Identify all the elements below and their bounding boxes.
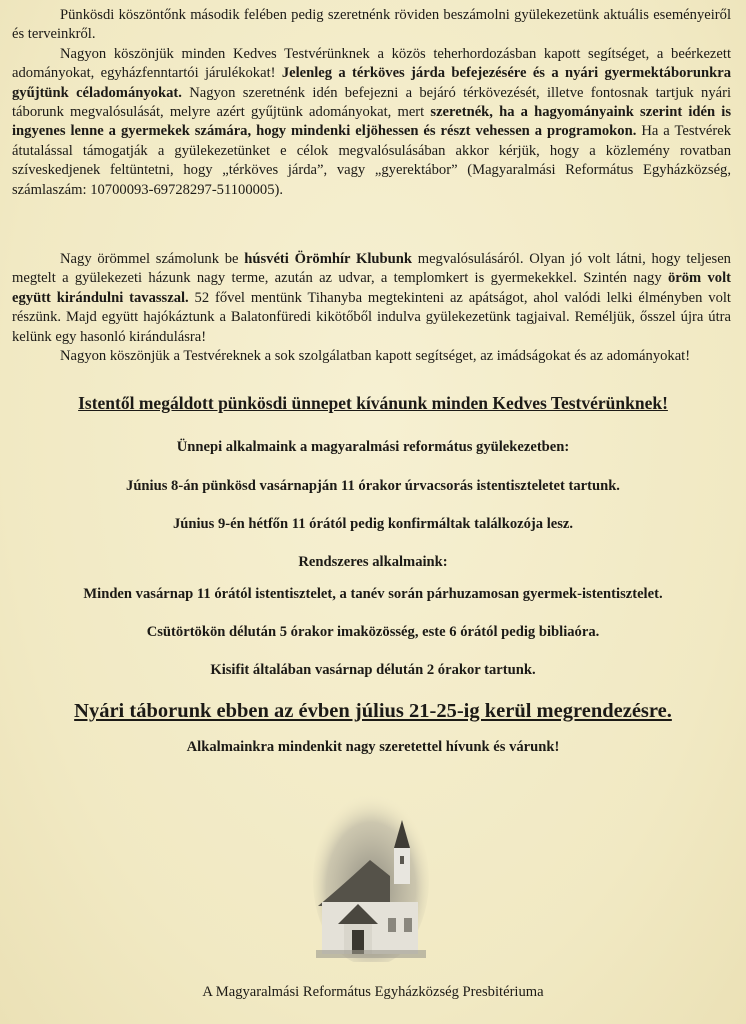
camp-announcement: Nyári táborunk ebben az évben július 21-25-ig kerül megrendezésre.	[74, 700, 672, 722]
regular-heading: Rendszeres alkalmaink:	[298, 554, 448, 570]
paragraph-news	[12, 6, 731, 200]
regular-item: Kisifit általában vasárnap délután 2 órakor tartunk.	[210, 662, 536, 678]
regular-item: Minden vasárnap 11 órától istentisztelet, a tanév során párhuzamosan gyermek-istentisztelet.	[83, 586, 663, 602]
footer-signature: A Magyaralmási Református Egyházközség Presbitériuma	[202, 984, 544, 1000]
regular-item: Csütörtökön délután 5 órakor imaközösség, este 6 órától pedig bibliaóra.	[146, 624, 600, 640]
easter-club-paragraph: Nagy örömmel számolunk be húsvéti Örömhír Klubunk megvalósulásáról. Olyan jó volt látni, hogy teljesen megtelt a gyülekezeti házunk nagy terme, azután az udvar, a templomkert is gyermekekkel. Szintén nagy öröm volt együtt kirándulni tavasszal. 52 fővel mentünk Tihanyba megtekinteni az apátságot, ahol valódi lelki élményben volt részünk. Majd együtt hajókáztunk a Balatonfüredi kikötőből indulva gyülekezetünk tagjaival. Reméljük, ősszel újra útra kelünk egy hasonló kirándulásra!	[12, 251, 731, 345]
thanks-paragraph: Nagyon köszönjük minden Kedves Testvérünknek a közös teherhordozásban kapott segítséget, a beérkezett adományokat, egyházfenntartói járulékokat! Jelenleg a térköves járda befejezésére és a nyári gyermektáborunkra gyűjtünk céladományokat. Nagyon szeretnénk idén befejezni a bejáró térkövezését, illetve fontosnak tartjuk nyári táborunk megvalósulását, melyre azért gyűjtünk adományokat, mert szeretnék, ha a hagyományaink szerint idén is ingyenes lenne a gyermekek számára, hogy mindenki eljöhessen és részt vehessen a programokon. Ha a Testvérek átutalással támogatják a gyülekezetünket e célok megvalósulásában akkor kérjük, hogy a közlemény rovatban szíveskedjenek feltüntetni, hogy „térköves járda”, vagy „gyerektábor” (Magyaralmási Református Egyházközség, számlaszám: 10700093-69728297-51100005).	[12, 45, 732, 198]
event-item: Június 8-án pünkösd vasárnapján 11 órakor úrvacsorás istentiszteletet tartunk.	[126, 478, 620, 494]
donation-goal: Jelenleg a térköves járda befejezésére és a nyári gyermektáborunkra gyűjtünk céladományokat.	[12, 65, 731, 101]
invitation: Alkalmainkra mindenkit nagy szeretettel hívunk és várunk!	[186, 739, 560, 755]
event-item: Június 9-én hétfőn 11 órától pedig konfirmáltak találkozója lesz.	[172, 516, 574, 532]
thanks-closing: Nagyon köszönjük a Testvéreknek a sok szolgálatban kapott segítséget, az imádságokat és az adományokat!	[60, 348, 691, 365]
events-heading: Ünnepi alkalmaink a magyaralmási református gyülekezetben:	[176, 439, 570, 455]
free-camp-note: szeretnék, ha a hagyományaink szerint idén is ingyenes lenne a gyermekek számára, hogy mindenki eljöhessen és részt vehessen a programokon.	[12, 104, 731, 140]
church-icon	[312, 790, 430, 962]
intro-sentence: Pünkösdi köszöntőnk második felében pedig szeretnénk röviden beszámolni gyülekezetünk aktuális eseményeiről és terveinkről.	[12, 7, 731, 43]
pentecost-greeting: Istentől megáldott pünkösdi ünnepet kívánunk minden Kedves Testvérünknek!	[78, 393, 668, 413]
paragraph-report	[12, 250, 731, 366]
